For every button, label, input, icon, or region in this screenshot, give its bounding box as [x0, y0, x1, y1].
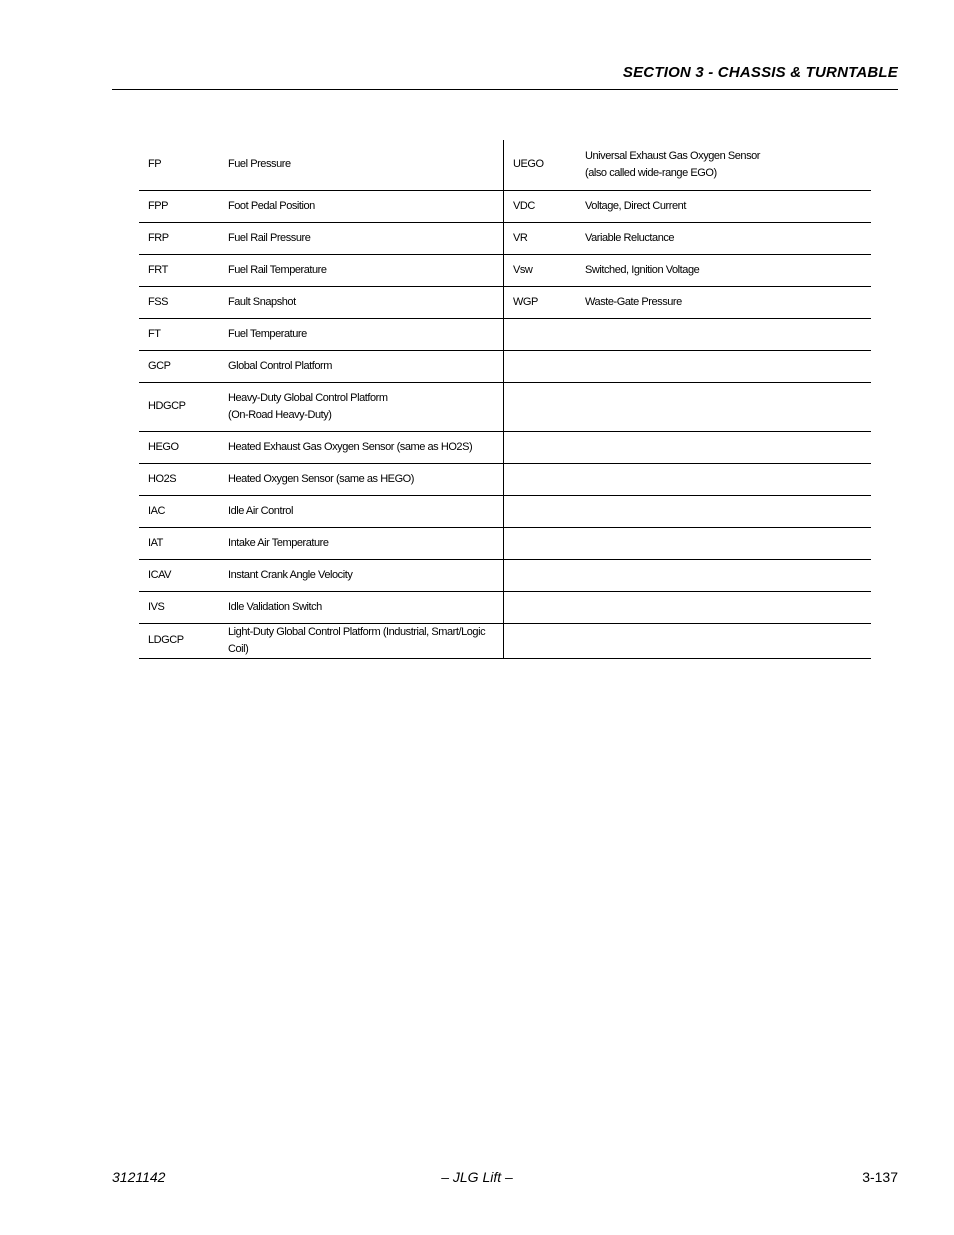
publisher-name: – JLG Lift – — [441, 1169, 513, 1185]
definition-line: Fuel Pressure — [228, 158, 291, 171]
right-definition — [576, 222, 871, 254]
left-definition — [219, 559, 504, 591]
definition-line: Global Control Platform — [228, 359, 332, 372]
right-definition — [576, 190, 871, 222]
left-definition — [219, 140, 504, 190]
left-definition — [219, 527, 504, 559]
right-definition — [576, 591, 871, 623]
table-row — [139, 382, 871, 431]
left-abbreviation: FPP — [139, 190, 219, 222]
right-abbreviation — [504, 527, 577, 559]
right-abbreviation — [504, 318, 577, 350]
table-row — [139, 623, 871, 658]
definition-line: Universal Exhaust Gas Oxygen Sensor — [585, 149, 761, 162]
left-definition — [219, 350, 504, 382]
definition-line: Switched, Ignition Voltage — [585, 263, 700, 276]
left-abbreviation: ICAV — [139, 559, 219, 591]
right-abbreviation — [504, 591, 577, 623]
table-row — [139, 431, 871, 463]
definition-line: Fuel Temperature — [228, 327, 307, 340]
right-definition — [576, 527, 871, 559]
left-abbreviation: IVS — [139, 591, 219, 623]
definition-line: (On-Road Heavy-Duty) — [228, 408, 332, 421]
table-row — [139, 495, 871, 527]
definition-line: Waste-Gate Pressure — [585, 295, 682, 308]
definition-line: Heavy-Duty Global Control Platform — [228, 391, 388, 404]
table-row — [139, 318, 871, 350]
left-abbreviation: HO2S — [139, 463, 219, 495]
right-definition — [576, 463, 871, 495]
left-definition — [219, 254, 504, 286]
left-definition — [219, 222, 504, 254]
left-abbreviation: FT — [139, 318, 219, 350]
right-abbreviation — [504, 495, 577, 527]
left-definition — [219, 591, 504, 623]
definition-line: Heated Oxygen Sensor (same as HEGO) — [228, 472, 414, 485]
page-number: 3-137 — [862, 1169, 898, 1185]
definition-line: Instant Crank Angle Velocity — [228, 568, 353, 581]
table-row — [139, 190, 871, 222]
right-definition — [576, 623, 871, 658]
right-abbreviation: Vsw — [504, 254, 577, 286]
right-abbreviation — [504, 350, 577, 382]
table-row — [139, 140, 871, 190]
document-number: 3121142 — [112, 1169, 166, 1185]
definition-line: Intake Air Temperature — [228, 536, 329, 549]
left-definition — [219, 623, 504, 658]
left-definition — [219, 318, 504, 350]
right-definition — [576, 431, 871, 463]
left-abbreviation: LDGCP — [139, 623, 219, 658]
definition-line: (also called wide-range EGO) — [585, 166, 717, 179]
header-rule — [112, 89, 898, 90]
right-abbreviation — [504, 382, 577, 431]
right-abbreviation — [504, 463, 577, 495]
table-row — [139, 527, 871, 559]
left-definition — [219, 286, 504, 318]
left-abbreviation: IAC — [139, 495, 219, 527]
right-definition — [576, 559, 871, 591]
right-definition — [576, 382, 871, 431]
definition-line: Light-Duty Global Control Platform (Industrial, Smart/Logic Coil) — [228, 625, 486, 655]
left-abbreviation: HDGCP — [139, 382, 219, 431]
right-abbreviation — [504, 431, 577, 463]
right-definition — [576, 318, 871, 350]
left-definition — [219, 382, 504, 431]
left-abbreviation: GCP — [139, 350, 219, 382]
definition-line: Fault Snapshot — [228, 295, 296, 308]
table-row — [139, 591, 871, 623]
right-abbreviation: WGP — [504, 286, 577, 318]
right-definition — [576, 286, 871, 318]
table-row — [139, 350, 871, 382]
right-definition — [576, 254, 871, 286]
left-definition — [219, 190, 504, 222]
definition-line: Variable Reluctance — [585, 231, 675, 244]
section-title: SECTION 3 - CHASSIS & TURNTABLE — [622, 64, 898, 81]
left-abbreviation: FP — [139, 140, 219, 190]
left-definition — [219, 495, 504, 527]
right-abbreviation: VR — [504, 222, 577, 254]
right-definition — [576, 495, 871, 527]
left-abbreviation: IAT — [139, 527, 219, 559]
table-row — [139, 463, 871, 495]
definition-line: Fuel Rail Temperature — [228, 263, 327, 276]
left-abbreviation: HEGO — [139, 431, 219, 463]
left-abbreviation: FSS — [139, 286, 219, 318]
right-abbreviation — [504, 559, 577, 591]
right-abbreviation: UEGO — [504, 140, 577, 190]
right-abbreviation: VDC — [504, 190, 577, 222]
table-row — [139, 559, 871, 591]
definition-line: Voltage, Direct Current — [585, 199, 686, 212]
left-definition — [219, 463, 504, 495]
definition-line: Heated Exhaust Gas Oxygen Sensor (same as HO2S) — [228, 440, 473, 453]
definition-line: Idle Validation Switch — [228, 600, 322, 613]
left-abbreviation: FRP — [139, 222, 219, 254]
abbreviation-table — [139, 140, 871, 659]
definition-line: Idle Air Control — [228, 504, 293, 517]
definition-line: Foot Pedal Position — [228, 199, 315, 212]
table-row — [139, 222, 871, 254]
right-definition — [576, 140, 871, 190]
right-definition — [576, 350, 871, 382]
definition-line: Fuel Rail Pressure — [228, 231, 311, 244]
table-row — [139, 254, 871, 286]
left-definition — [219, 431, 504, 463]
right-abbreviation — [504, 623, 577, 658]
left-abbreviation: FRT — [139, 254, 219, 286]
table-row — [139, 286, 871, 318]
